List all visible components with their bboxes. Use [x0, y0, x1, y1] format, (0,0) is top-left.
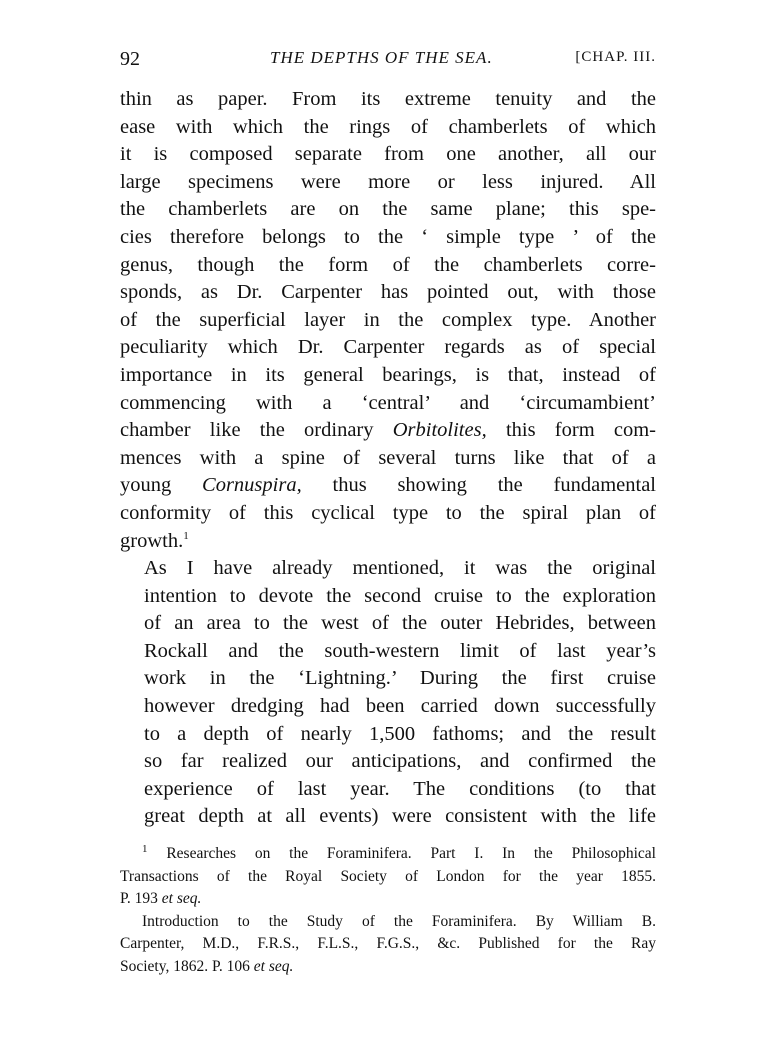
text-line: work in the ‘Lightning.’ During the first cruise [144, 667, 656, 690]
text-line: so far realized our anticipations, and confirmed the [144, 750, 656, 773]
text-line: experience of last year. The conditions (to that [144, 777, 656, 800]
footnote-line: Carpenter, M.D., F.R.S., F.L.S., F.G.S., &c. Published for the Ray [120, 935, 656, 952]
text-line: commencing with a ‘central’ and ‘circumambient’ [120, 391, 656, 414]
text-line: intention to devote the second cruise to the exploration [144, 584, 656, 607]
footnote-marker: 1 [142, 842, 148, 855]
footnote-reference: 1 [183, 529, 189, 542]
text-line: mences with a spine of several turns like that of a [120, 446, 656, 469]
footnote-line [120, 888, 656, 911]
footnote-line [120, 843, 656, 866]
text-segment: P. 193 [120, 890, 158, 907]
text-line: sponds, as Dr. Carpenter has pointed out, with those [120, 281, 656, 304]
paragraph-2 [120, 555, 656, 831]
genus-name: Cornuspira, [202, 474, 302, 497]
text-line: cies therefore belongs to the ‘ simple type ’ of the [120, 225, 656, 248]
text-line: peculiarity which Dr. Carpenter regards as of special [120, 336, 656, 359]
running-head [120, 48, 656, 72]
text-line: however dredging had been carried down successfully [144, 695, 656, 718]
text-line: As I have already mentioned, it was the original [144, 557, 656, 580]
text-segment: this form com- [505, 419, 656, 442]
text-line: it is composed separate from one another, all our [120, 143, 656, 166]
footnote-line: Transactions of the Royal Society of London for the year 1855. [120, 867, 656, 885]
text-line: importance in its general bearings, is that, instead of [120, 363, 656, 386]
text-line: Rockall and the south-western limit of last year’s [144, 639, 656, 662]
text-line: genus, though the form of the chamberlets corre- [120, 253, 656, 276]
text-line: the chamberlets are on the same plane; this spe- [120, 198, 656, 221]
text-line [120, 528, 656, 556]
text-segment: growth. [120, 529, 184, 552]
text-line [120, 417, 656, 445]
page-number: 92 [120, 48, 140, 70]
genus-name: Orbitolites, [392, 419, 487, 442]
text-segment: young [120, 474, 172, 497]
text-line: great depth at all events) were consistent with the life [144, 805, 656, 828]
text-segment: chamber like the ordinary [120, 419, 374, 442]
text-line: conformity of this cyclical type to the spiral plan of [120, 501, 656, 524]
citation-abbrev: et seq. [253, 957, 294, 975]
text-line [120, 472, 656, 500]
text-line: of the superficial layer in the complex type. Another [120, 308, 656, 331]
footnotes [120, 843, 656, 978]
running-title: THE DEPTHS OF THE SEA. [270, 48, 493, 67]
main-text [120, 86, 656, 831]
text-line: large specimens were more or less injured. All [120, 170, 656, 193]
text-segment: thus showing the fundamental [332, 474, 656, 497]
text-segment: Society, 1862. P. 106 [120, 957, 250, 975]
chapter-label: [CHAP. III. [575, 49, 656, 65]
footnote-line: Introduction to the Study of the Foraminifera. By William B. [142, 912, 656, 930]
text-line: ease with which the rings of chamberlets of which [120, 115, 656, 138]
paragraph-1 [120, 86, 656, 555]
text-segment: Researches on the Foraminifera. Part I. In the Philosophical [166, 845, 656, 862]
citation-abbrev: et seq. [161, 890, 202, 907]
text-line: thin as paper. From its extreme tenuity and the [120, 88, 656, 110]
text-line: to a depth of nearly 1,500 fathoms; and the result [144, 722, 656, 745]
text-line: of an area to the west of the outer Hebrides, between [144, 612, 656, 635]
footnote-line [120, 956, 656, 979]
